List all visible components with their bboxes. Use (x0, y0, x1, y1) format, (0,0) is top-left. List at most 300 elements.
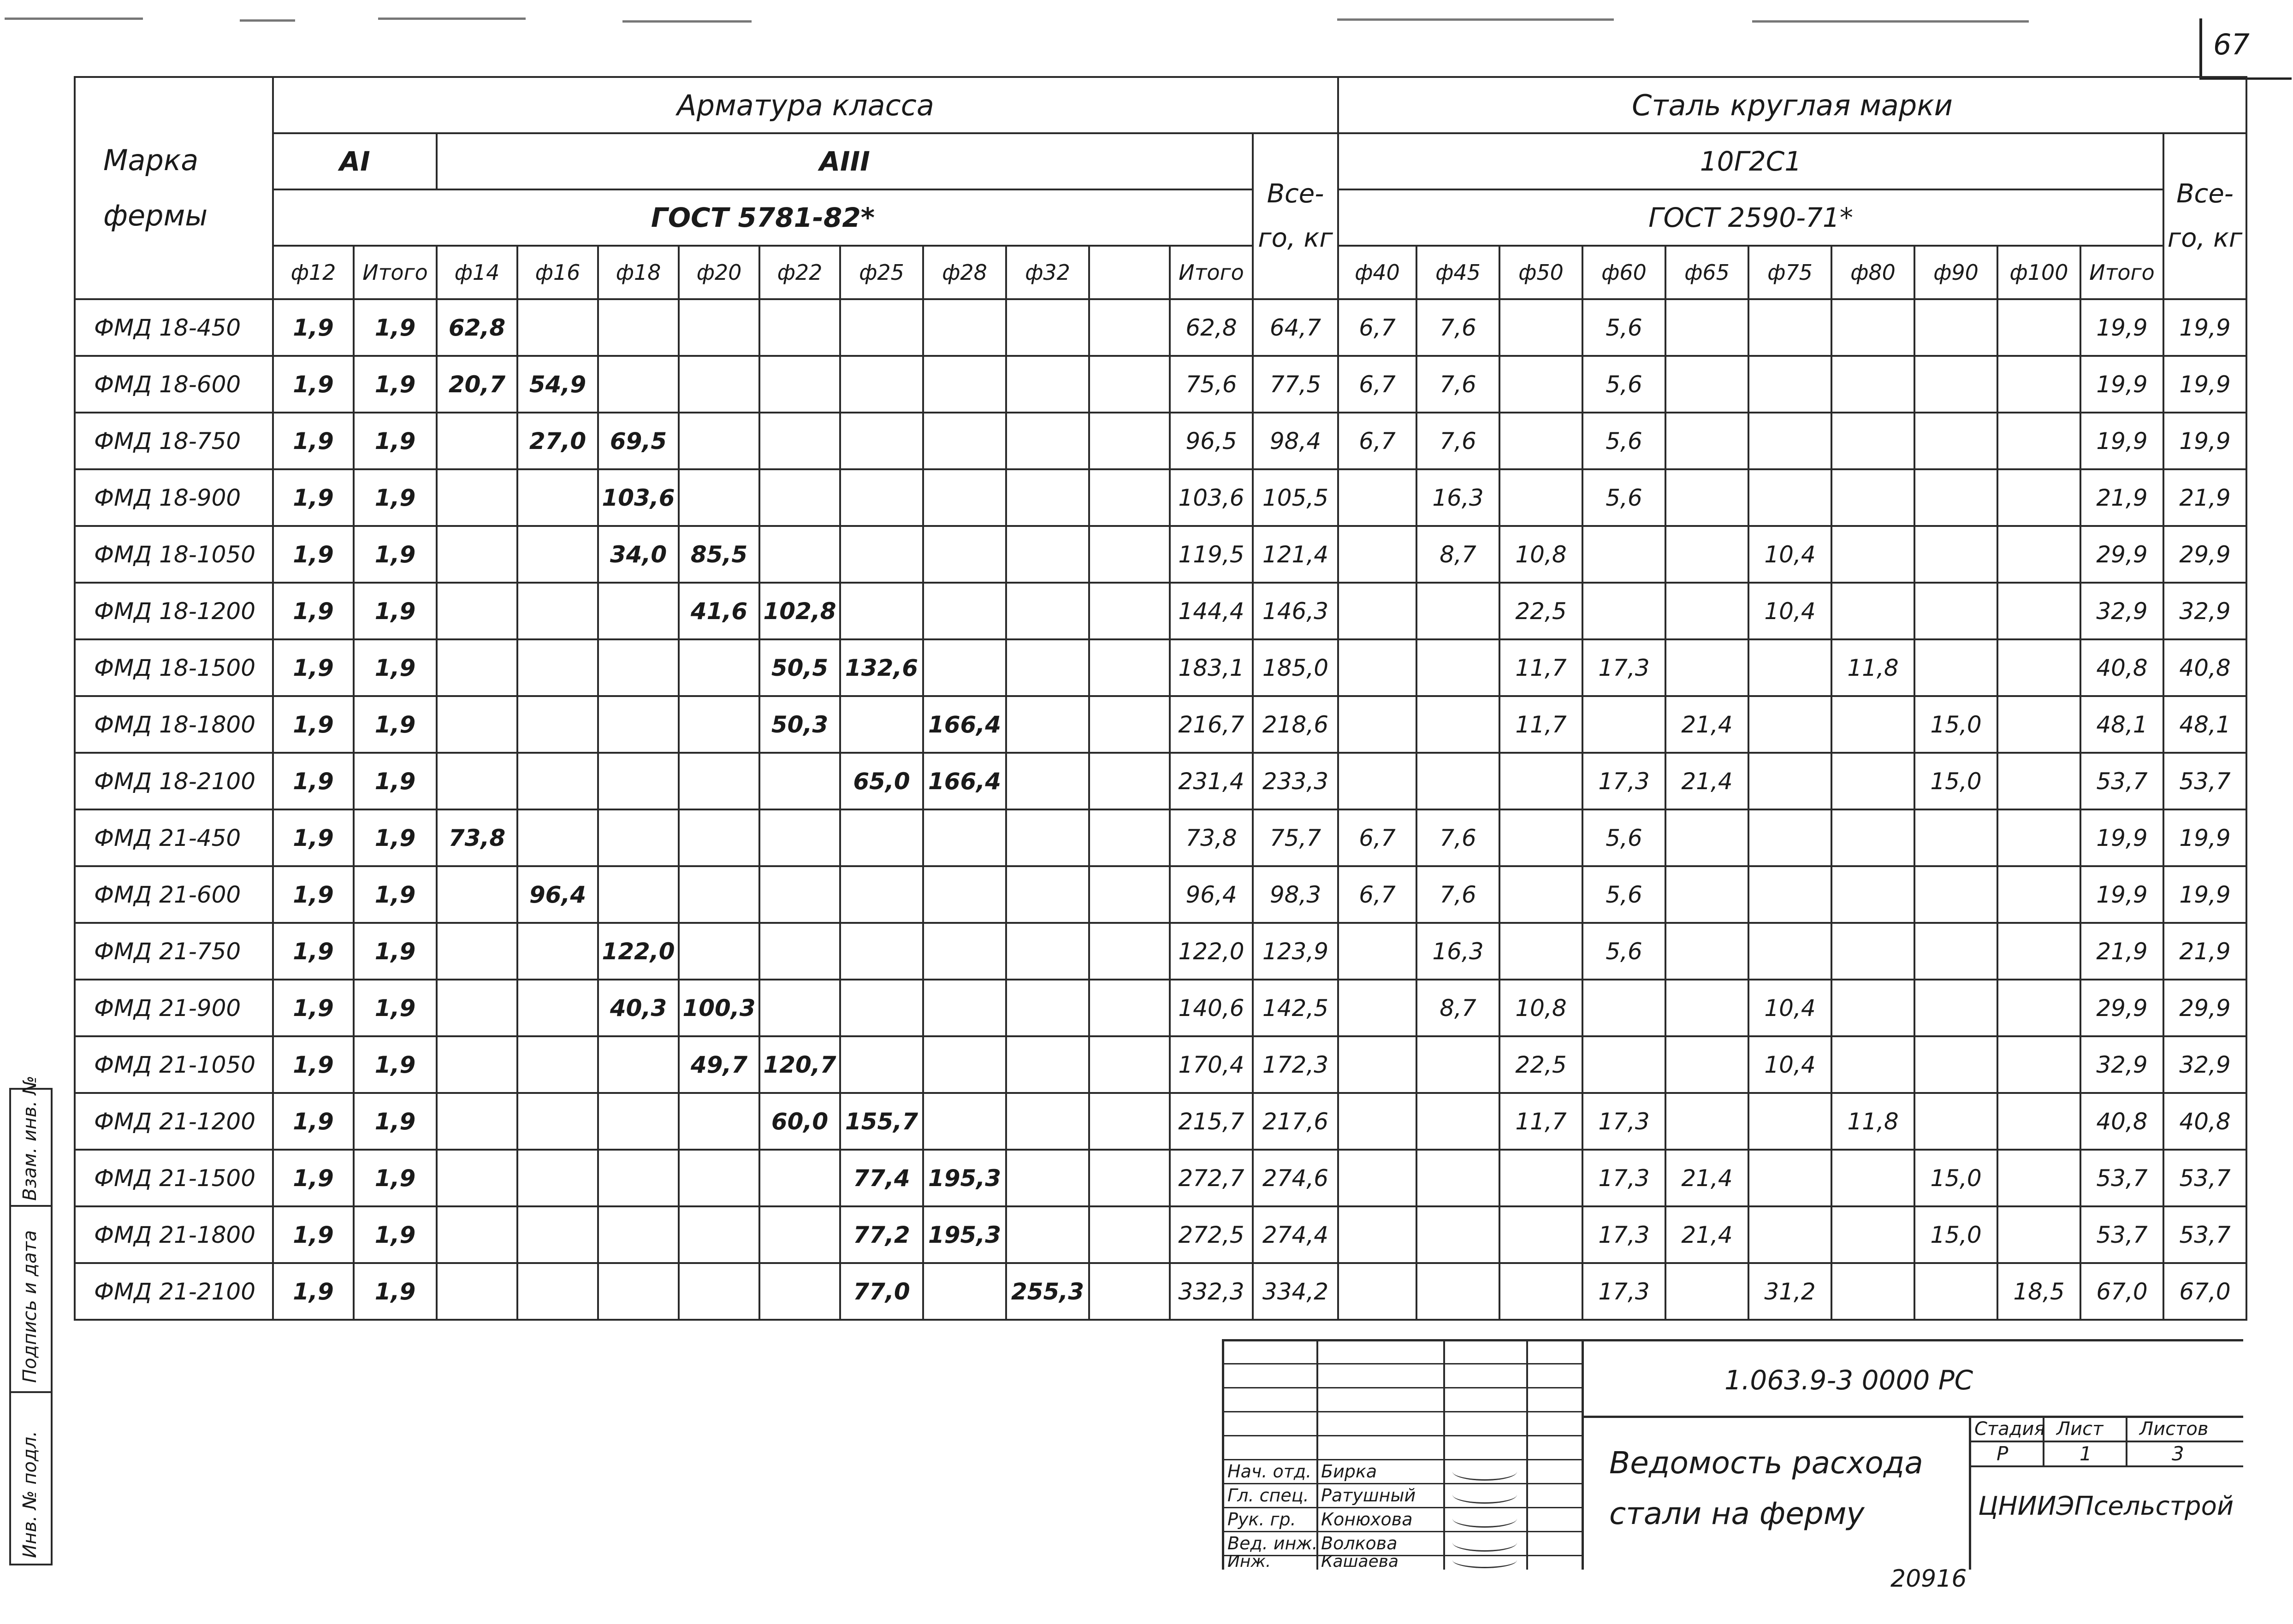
steel-value-cell: 5,6 (1582, 413, 1665, 469)
a3-value-cell (679, 1150, 759, 1206)
steel-value-cell (1499, 469, 1582, 526)
steel-value-cell (1831, 1036, 1914, 1093)
person-name: Ратушный (1321, 1485, 1416, 1506)
steel-value-cell (1338, 696, 1416, 753)
diameter-header: ф40 (1338, 246, 1416, 299)
table-row (75, 299, 2246, 356)
a3-value-cell (923, 923, 1006, 980)
a3-value-cell: 170,4 (1170, 1036, 1253, 1093)
steel-value-cell: 10,8 (1499, 526, 1582, 583)
steel-value-cell: 17,3 (1582, 1093, 1665, 1150)
steel-value-cell (1997, 1093, 2080, 1150)
steel-value-cell (1831, 809, 1914, 866)
steel-value-cell: 48,1 (2080, 696, 2163, 753)
a1-value-cell: 1,9 (273, 356, 354, 413)
a3-value-cell (517, 923, 598, 980)
a3-value-cell (1006, 923, 1089, 980)
steel-value-cell (1748, 696, 1831, 753)
steel-value-cell (1665, 866, 1748, 923)
a3-value-cell: 54,9 (517, 356, 598, 413)
steel-value-cell (1416, 753, 1499, 809)
a3-value-cell: 50,5 (759, 639, 840, 696)
steel-value-cell: 10,4 (1748, 980, 1831, 1036)
a1-value-cell: 1,9 (273, 526, 354, 583)
steel-value-cell (1997, 526, 2080, 583)
a3-value-cell (679, 299, 759, 356)
side-margin-labels (9, 1075, 51, 1567)
page-number-rule (2199, 18, 2202, 78)
steel-total-cell: 19,9 (2163, 866, 2246, 923)
a3-value-cell: 100,3 (679, 980, 759, 1036)
armatura-total-cell: 334,2 (1253, 1263, 1338, 1320)
a3-value-cell (517, 753, 598, 809)
steel-value-cell (1416, 639, 1499, 696)
a3-value-cell (517, 1036, 598, 1093)
armatura-total-cell: 98,4 (1253, 413, 1338, 469)
sheet-label: Лист (2056, 1418, 2103, 1440)
organization: ЦНИИЭПсельстрой (1978, 1491, 2234, 1521)
steel-value-cell (1831, 1263, 1914, 1320)
steel-value-cell (1831, 1206, 1914, 1263)
a1-value-cell: 1,9 (273, 299, 354, 356)
signature (1452, 1534, 1517, 1552)
person-name: Бирка (1321, 1461, 1377, 1482)
steel-value-cell (1582, 1036, 1665, 1093)
a3-value-cell: 122,0 (598, 923, 679, 980)
a3-value-cell (759, 413, 840, 469)
steel-value-cell (1997, 1206, 2080, 1263)
table-row (75, 1206, 2246, 1263)
a1-value-cell: 1,9 (354, 299, 437, 356)
a3-value-cell: 155,7 (840, 1093, 923, 1150)
truss-mark-cell: ФМД 21-450 (75, 809, 273, 866)
a1-value-cell: 1,9 (273, 809, 354, 866)
steel-value-cell (1499, 356, 1582, 413)
steel-value-cell: 19,9 (2080, 356, 2163, 413)
a3-value-cell (679, 1093, 759, 1150)
a3-value-cell (923, 866, 1006, 923)
a3-value-cell: 77,2 (840, 1206, 923, 1263)
table-row (75, 1263, 2246, 1320)
a3-value-cell (1006, 413, 1089, 469)
a3-value-cell: 96,4 (517, 866, 598, 923)
steel-value-cell: 6,7 (1338, 356, 1416, 413)
steel-value-cell: 22,5 (1499, 1036, 1582, 1093)
a3-value-cell (437, 866, 517, 923)
steel-total-cell: 29,9 (2163, 526, 2246, 583)
steel-value-cell (1831, 413, 1914, 469)
truss-mark-cell: ФМД 21-600 (75, 866, 273, 923)
person-name: Волкова (1321, 1533, 1398, 1553)
a3-value-cell: 231,4 (1170, 753, 1253, 809)
steel-total-cell: 21,9 (2163, 923, 2246, 980)
steel-value-cell: 5,6 (1582, 809, 1665, 866)
a3-value-cell (679, 866, 759, 923)
a3-value-cell (437, 583, 517, 639)
a3-value-cell (759, 469, 840, 526)
steel-value-cell (1416, 1093, 1499, 1150)
steel-consumption-table (74, 76, 2247, 1321)
steel-value-cell (1997, 809, 2080, 866)
steel-value-cell: 53,7 (2080, 753, 2163, 809)
steel-value-cell: 19,9 (2080, 413, 2163, 469)
steel-value-cell: 16,3 (1416, 469, 1499, 526)
steel-value-cell (1416, 1206, 1499, 1263)
a3-value-cell: 41,6 (679, 583, 759, 639)
a3-value-cell (598, 299, 679, 356)
a3-value-cell (517, 1206, 598, 1263)
diameter-header: ф18 (598, 246, 679, 299)
steel-value-cell: 10,4 (1748, 583, 1831, 639)
a3-value-cell (840, 809, 923, 866)
steel-value-cell (1831, 299, 1914, 356)
steel-value-cell: 15,0 (1914, 753, 1997, 809)
a3-value-cell (517, 696, 598, 753)
truss-mark-cell: ФМД 21-900 (75, 980, 273, 1036)
a3-value-cell (1006, 866, 1089, 923)
person-name: Конюхова (1321, 1509, 1413, 1530)
steel-value-cell (1831, 980, 1914, 1036)
table-row (75, 469, 2246, 526)
steel-value-cell (1665, 526, 1748, 583)
steel-value-cell: 5,6 (1582, 866, 1665, 923)
a3-value-cell (598, 1206, 679, 1263)
a3-value-cell (1089, 583, 1170, 639)
a3-value-cell (679, 1263, 759, 1320)
a3-value-cell: 195,3 (923, 1150, 1006, 1206)
a3-value-cell: 144,4 (1170, 583, 1253, 639)
a3-value-cell (598, 809, 679, 866)
a3-value-cell (923, 980, 1006, 1036)
a1-value-cell: 1,9 (354, 1263, 437, 1320)
a3-value-cell: 140,6 (1170, 980, 1253, 1036)
a3-value-cell (1089, 413, 1170, 469)
steel-value-cell (1748, 469, 1831, 526)
title-block (1222, 1339, 2243, 1570)
a3-value-cell: 73,8 (437, 809, 517, 866)
table-row (75, 809, 2246, 866)
armatura-total-cell: 233,3 (1253, 753, 1338, 809)
a3-value-cell (679, 356, 759, 413)
a3-value-cell (1089, 809, 1170, 866)
table-row (75, 980, 2246, 1036)
steel-value-cell (1748, 809, 1831, 866)
a3-value-cell (1089, 1150, 1170, 1206)
a3-value-cell (840, 923, 923, 980)
signature (1452, 1486, 1517, 1504)
armatura-total-cell: 274,6 (1253, 1150, 1338, 1206)
steel-value-cell: 5,6 (1582, 299, 1665, 356)
steel-value-cell: 11,7 (1499, 639, 1582, 696)
steel-value-cell: 6,7 (1338, 299, 1416, 356)
a3-value-cell (517, 1150, 598, 1206)
steel-value-cell (1997, 980, 2080, 1036)
steel-total-cell: 40,8 (2163, 639, 2246, 696)
archive-number: 20916 (1890, 1565, 1967, 1593)
steel-value-cell (1914, 866, 1997, 923)
a1-value-cell: 1,9 (273, 639, 354, 696)
steel-value-cell: 7,6 (1416, 299, 1499, 356)
armatura-total-cell: 274,4 (1253, 1206, 1338, 1263)
steel-value-cell (1914, 1036, 1997, 1093)
a3-value-cell (923, 1036, 1006, 1093)
a1-value-cell: 1,9 (273, 1150, 354, 1206)
steel-value-cell (1831, 696, 1914, 753)
steel-value-cell (1914, 526, 1997, 583)
a3-value-cell: 119,5 (1170, 526, 1253, 583)
steel-value-cell (1914, 583, 1997, 639)
steel-value-cell: 5,6 (1582, 923, 1665, 980)
table-row (75, 753, 2246, 809)
steel-value-cell: 10,4 (1748, 526, 1831, 583)
a3-value-cell (517, 299, 598, 356)
steel-value-cell (1831, 753, 1914, 809)
steel-value-cell (1914, 469, 1997, 526)
steel-value-cell: 19,9 (2080, 866, 2163, 923)
steel-value-cell (1997, 923, 2080, 980)
steel-value-cell (1338, 1206, 1416, 1263)
a3-value-cell: 27,0 (517, 413, 598, 469)
side-label-podpis: Подпись и дата (19, 1230, 41, 1383)
a3-value-cell (517, 469, 598, 526)
table-row (75, 356, 2246, 413)
a3-value-cell (840, 1036, 923, 1093)
header-class-a3: АIII (437, 133, 1253, 189)
steel-value-cell: 67,0 (2080, 1263, 2163, 1320)
diameter-header: ф20 (679, 246, 759, 299)
a3-value-cell (437, 469, 517, 526)
a3-value-cell (679, 923, 759, 980)
a3-value-cell (1006, 356, 1089, 413)
steel-value-cell (1416, 1263, 1499, 1320)
person-name: Кашаева (1321, 1552, 1399, 1571)
a3-value-cell (759, 299, 840, 356)
steel-total-cell: 19,9 (2163, 356, 2246, 413)
a3-value-cell (1006, 809, 1089, 866)
steel-value-cell (1748, 1150, 1831, 1206)
a3-value-cell (437, 1206, 517, 1263)
diameter-header: ф90 (1914, 246, 1997, 299)
a1-value-cell: 1,9 (273, 1036, 354, 1093)
a3-value-cell (598, 1263, 679, 1320)
a3-value-cell: 49,7 (679, 1036, 759, 1093)
steel-value-cell (1499, 923, 1582, 980)
steel-value-cell: 17,3 (1582, 1206, 1665, 1263)
diameter-header: ф100 (1997, 246, 2080, 299)
steel-total-cell: 40,8 (2163, 1093, 2246, 1150)
steel-value-cell (1914, 809, 1997, 866)
a3-value-cell: 69,5 (598, 413, 679, 469)
steel-value-cell (1748, 866, 1831, 923)
a3-value-cell (1089, 696, 1170, 753)
header-marka: Марка фермы (75, 77, 273, 299)
steel-value-cell (1914, 1093, 1997, 1150)
sheets-label: Листов (2139, 1418, 2209, 1440)
steel-value-cell (1914, 299, 1997, 356)
steel-value-cell: 18,5 (1997, 1263, 2080, 1320)
a3-value-cell: 195,3 (923, 1206, 1006, 1263)
steel-total-cell: 19,9 (2163, 413, 2246, 469)
table-row (75, 866, 2246, 923)
steel-value-cell: 11,7 (1499, 1093, 1582, 1150)
a3-value-cell: 183,1 (1170, 639, 1253, 696)
a1-value-cell: 1,9 (273, 469, 354, 526)
person-role: Рук. гр. (1227, 1509, 1296, 1530)
side-label-vzam: Взам. инв. № (19, 1075, 41, 1201)
steel-value-cell (1997, 1036, 2080, 1093)
a3-value-cell (679, 639, 759, 696)
a3-value-cell (598, 1093, 679, 1150)
steel-value-cell: 40,8 (2080, 639, 2163, 696)
a3-value-cell (840, 980, 923, 1036)
steel-value-cell (1997, 469, 2080, 526)
a3-value-cell (923, 413, 1006, 469)
a3-value-cell (679, 809, 759, 866)
steel-value-cell (1831, 469, 1914, 526)
a3-value-cell (598, 753, 679, 809)
a1-value-cell: 1,9 (354, 469, 437, 526)
diameter-header: ф22 (759, 246, 840, 299)
signature (1452, 1510, 1517, 1528)
steel-value-cell: 29,9 (2080, 526, 2163, 583)
steel-value-cell (1748, 1093, 1831, 1150)
stage-value: Р (1997, 1442, 2009, 1465)
a3-value-cell: 102,8 (759, 583, 840, 639)
steel-value-cell: 10,4 (1748, 1036, 1831, 1093)
steel-value-cell: 7,6 (1416, 413, 1499, 469)
diameter-header: Итого (1170, 246, 1253, 299)
steel-value-cell: 10,8 (1499, 980, 1582, 1036)
steel-value-cell (1338, 1150, 1416, 1206)
steel-value-cell (1997, 753, 2080, 809)
a3-value-cell: 34,0 (598, 526, 679, 583)
steel-value-cell: 7,6 (1416, 809, 1499, 866)
diameter-header: ф16 (517, 246, 598, 299)
steel-value-cell (1831, 583, 1914, 639)
a3-value-cell (679, 469, 759, 526)
steel-value-cell (1416, 1150, 1499, 1206)
table-row (75, 413, 2246, 469)
steel-value-cell (1416, 696, 1499, 753)
header-gost-steel: ГОСТ 2590-71* (1338, 189, 2163, 246)
a3-value-cell (437, 1263, 517, 1320)
a3-value-cell (759, 1150, 840, 1206)
scan-edge-mark (240, 19, 295, 22)
steel-value-cell: 17,3 (1582, 1263, 1665, 1320)
a3-value-cell (1089, 356, 1170, 413)
steel-value-cell (1997, 639, 2080, 696)
a3-value-cell (437, 1036, 517, 1093)
a1-value-cell: 1,9 (354, 696, 437, 753)
sheets-value: 3 (2172, 1442, 2184, 1465)
steel-value-cell (1338, 583, 1416, 639)
a3-value-cell: 132,6 (840, 639, 923, 696)
a3-value-cell (437, 1093, 517, 1150)
a1-value-cell: 1,9 (354, 1150, 437, 1206)
a3-value-cell (1089, 526, 1170, 583)
a3-value-cell (923, 809, 1006, 866)
sheet-value: 1 (2080, 1442, 2092, 1465)
armatura-total-cell: 123,9 (1253, 923, 1338, 980)
stage-label: Стадия (1974, 1418, 2045, 1440)
a3-value-cell (1006, 1093, 1089, 1150)
diameter-header: ф75 (1748, 246, 1831, 299)
a3-value-cell (1006, 1036, 1089, 1093)
a3-value-cell (1089, 1206, 1170, 1263)
a1-value-cell: 1,9 (354, 526, 437, 583)
a3-value-cell (840, 583, 923, 639)
steel-value-cell (1997, 413, 2080, 469)
steel-value-cell (1665, 1093, 1748, 1150)
a3-value-cell (923, 526, 1006, 583)
scan-edge-mark (622, 20, 752, 23)
a1-value-cell: 1,9 (354, 980, 437, 1036)
a3-value-cell (759, 923, 840, 980)
steel-value-cell (1338, 1093, 1416, 1150)
a3-value-cell (1006, 1206, 1089, 1263)
steel-value-cell: 17,3 (1582, 1150, 1665, 1206)
a3-value-cell (1089, 923, 1170, 980)
steel-value-cell: 29,9 (2080, 980, 2163, 1036)
table-row (75, 583, 2246, 639)
a3-value-cell (598, 696, 679, 753)
steel-value-cell (1748, 356, 1831, 413)
steel-value-cell (1748, 923, 1831, 980)
a3-value-cell (1089, 469, 1170, 526)
a3-value-cell (1089, 1263, 1170, 1320)
a3-value-cell (923, 356, 1006, 413)
steel-value-cell: 16,3 (1416, 923, 1499, 980)
page-number: 67 (2213, 28, 2250, 61)
steel-value-cell: 21,4 (1665, 696, 1748, 753)
steel-total-cell: 67,0 (2163, 1263, 2246, 1320)
a3-value-cell (923, 1093, 1006, 1150)
steel-total-cell: 19,9 (2163, 809, 2246, 866)
steel-value-cell (1997, 583, 2080, 639)
steel-value-cell (1499, 413, 1582, 469)
steel-value-cell (1582, 526, 1665, 583)
signature (1452, 1463, 1517, 1481)
a3-value-cell (1006, 753, 1089, 809)
a3-value-cell (679, 413, 759, 469)
steel-value-cell (1338, 469, 1416, 526)
a1-value-cell: 1,9 (354, 413, 437, 469)
steel-value-cell (1665, 356, 1748, 413)
header-armatura: Арматура класса (273, 77, 1338, 133)
steel-value-cell: 6,7 (1338, 809, 1416, 866)
steel-value-cell: 7,6 (1416, 866, 1499, 923)
steel-value-cell: 53,7 (2080, 1206, 2163, 1263)
a3-value-cell (437, 413, 517, 469)
diameter-header: ф45 (1416, 246, 1499, 299)
a3-value-cell (1089, 639, 1170, 696)
steel-value-cell (1338, 526, 1416, 583)
header-stal: Сталь круглая марки (1338, 77, 2246, 133)
a3-value-cell: 77,4 (840, 1150, 923, 1206)
diameter-header: ф28 (923, 246, 1006, 299)
a3-value-cell (759, 1206, 840, 1263)
a3-value-cell (679, 696, 759, 753)
a3-value-cell: 215,7 (1170, 1093, 1253, 1150)
table-row (75, 639, 2246, 696)
steel-value-cell: 21,9 (2080, 469, 2163, 526)
a1-value-cell: 1,9 (273, 583, 354, 639)
steel-total-cell: 19,9 (2163, 299, 2246, 356)
a3-value-cell (923, 469, 1006, 526)
person-role: Вед. инж. (1227, 1533, 1318, 1553)
a3-value-cell (437, 526, 517, 583)
truss-mark-cell: ФМД 18-900 (75, 469, 273, 526)
